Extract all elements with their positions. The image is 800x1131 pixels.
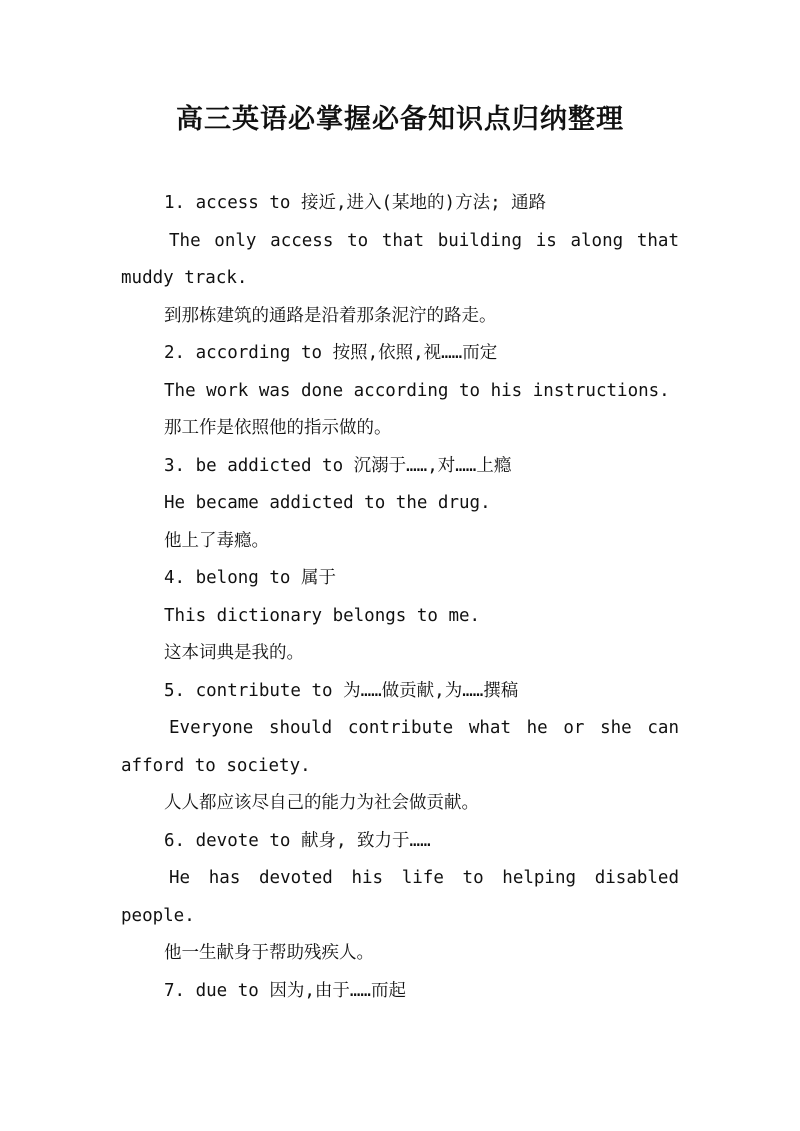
example-translation: 他一生献身于帮助残疾人。	[164, 943, 374, 963]
document-body	[121, 185, 679, 1010]
example-sentence: Everyone should contribute what he or she can	[169, 718, 679, 738]
example-sentence: He has devoted his life to helping disabled	[169, 868, 679, 888]
example-translation: 到那栋建筑的通路是沿着那条泥泞的路走。	[164, 305, 497, 326]
item-heading: 3. be addicted to 沉溺于……,对……上瘾	[164, 455, 512, 476]
example-sentence-continued: muddy track.	[121, 268, 248, 288]
example-translation: 他上了毒瘾。	[164, 530, 269, 551]
example-sentence: This dictionary belongs to me.	[164, 605, 481, 626]
example-translation: 这本词典是我的。	[164, 643, 304, 663]
example-sentence-continued: afford to society.	[121, 755, 311, 776]
item-heading: 7. due to 因为,由于……而起	[164, 980, 406, 1001]
item-heading: 6. devote to 献身, 致力于……	[164, 830, 431, 851]
example-sentence: The only access to that building is along that	[169, 230, 679, 251]
example-sentence-continued: people.	[121, 905, 195, 926]
item-heading: 1. access to 接近,进入(某地的)方法; 通路	[164, 193, 547, 213]
example-sentence: The work was done according to his instructions.	[164, 380, 670, 401]
document-title: 高三英语必掌握必备知识点归纳整理	[176, 104, 624, 135]
example-translation: 那工作是依照他的指示做的。	[164, 418, 392, 438]
item-heading: 4. belong to 属于	[164, 568, 336, 588]
item-heading: 2. according to 按照,依照,视……而定	[164, 343, 498, 363]
example-translation: 人人都应该尽自己的能力为社会做贡献。	[164, 793, 479, 813]
example-sentence: He became addicted to the drug.	[164, 493, 491, 513]
item-heading: 5. contribute to 为……做贡献,为……撰稿	[164, 680, 519, 701]
